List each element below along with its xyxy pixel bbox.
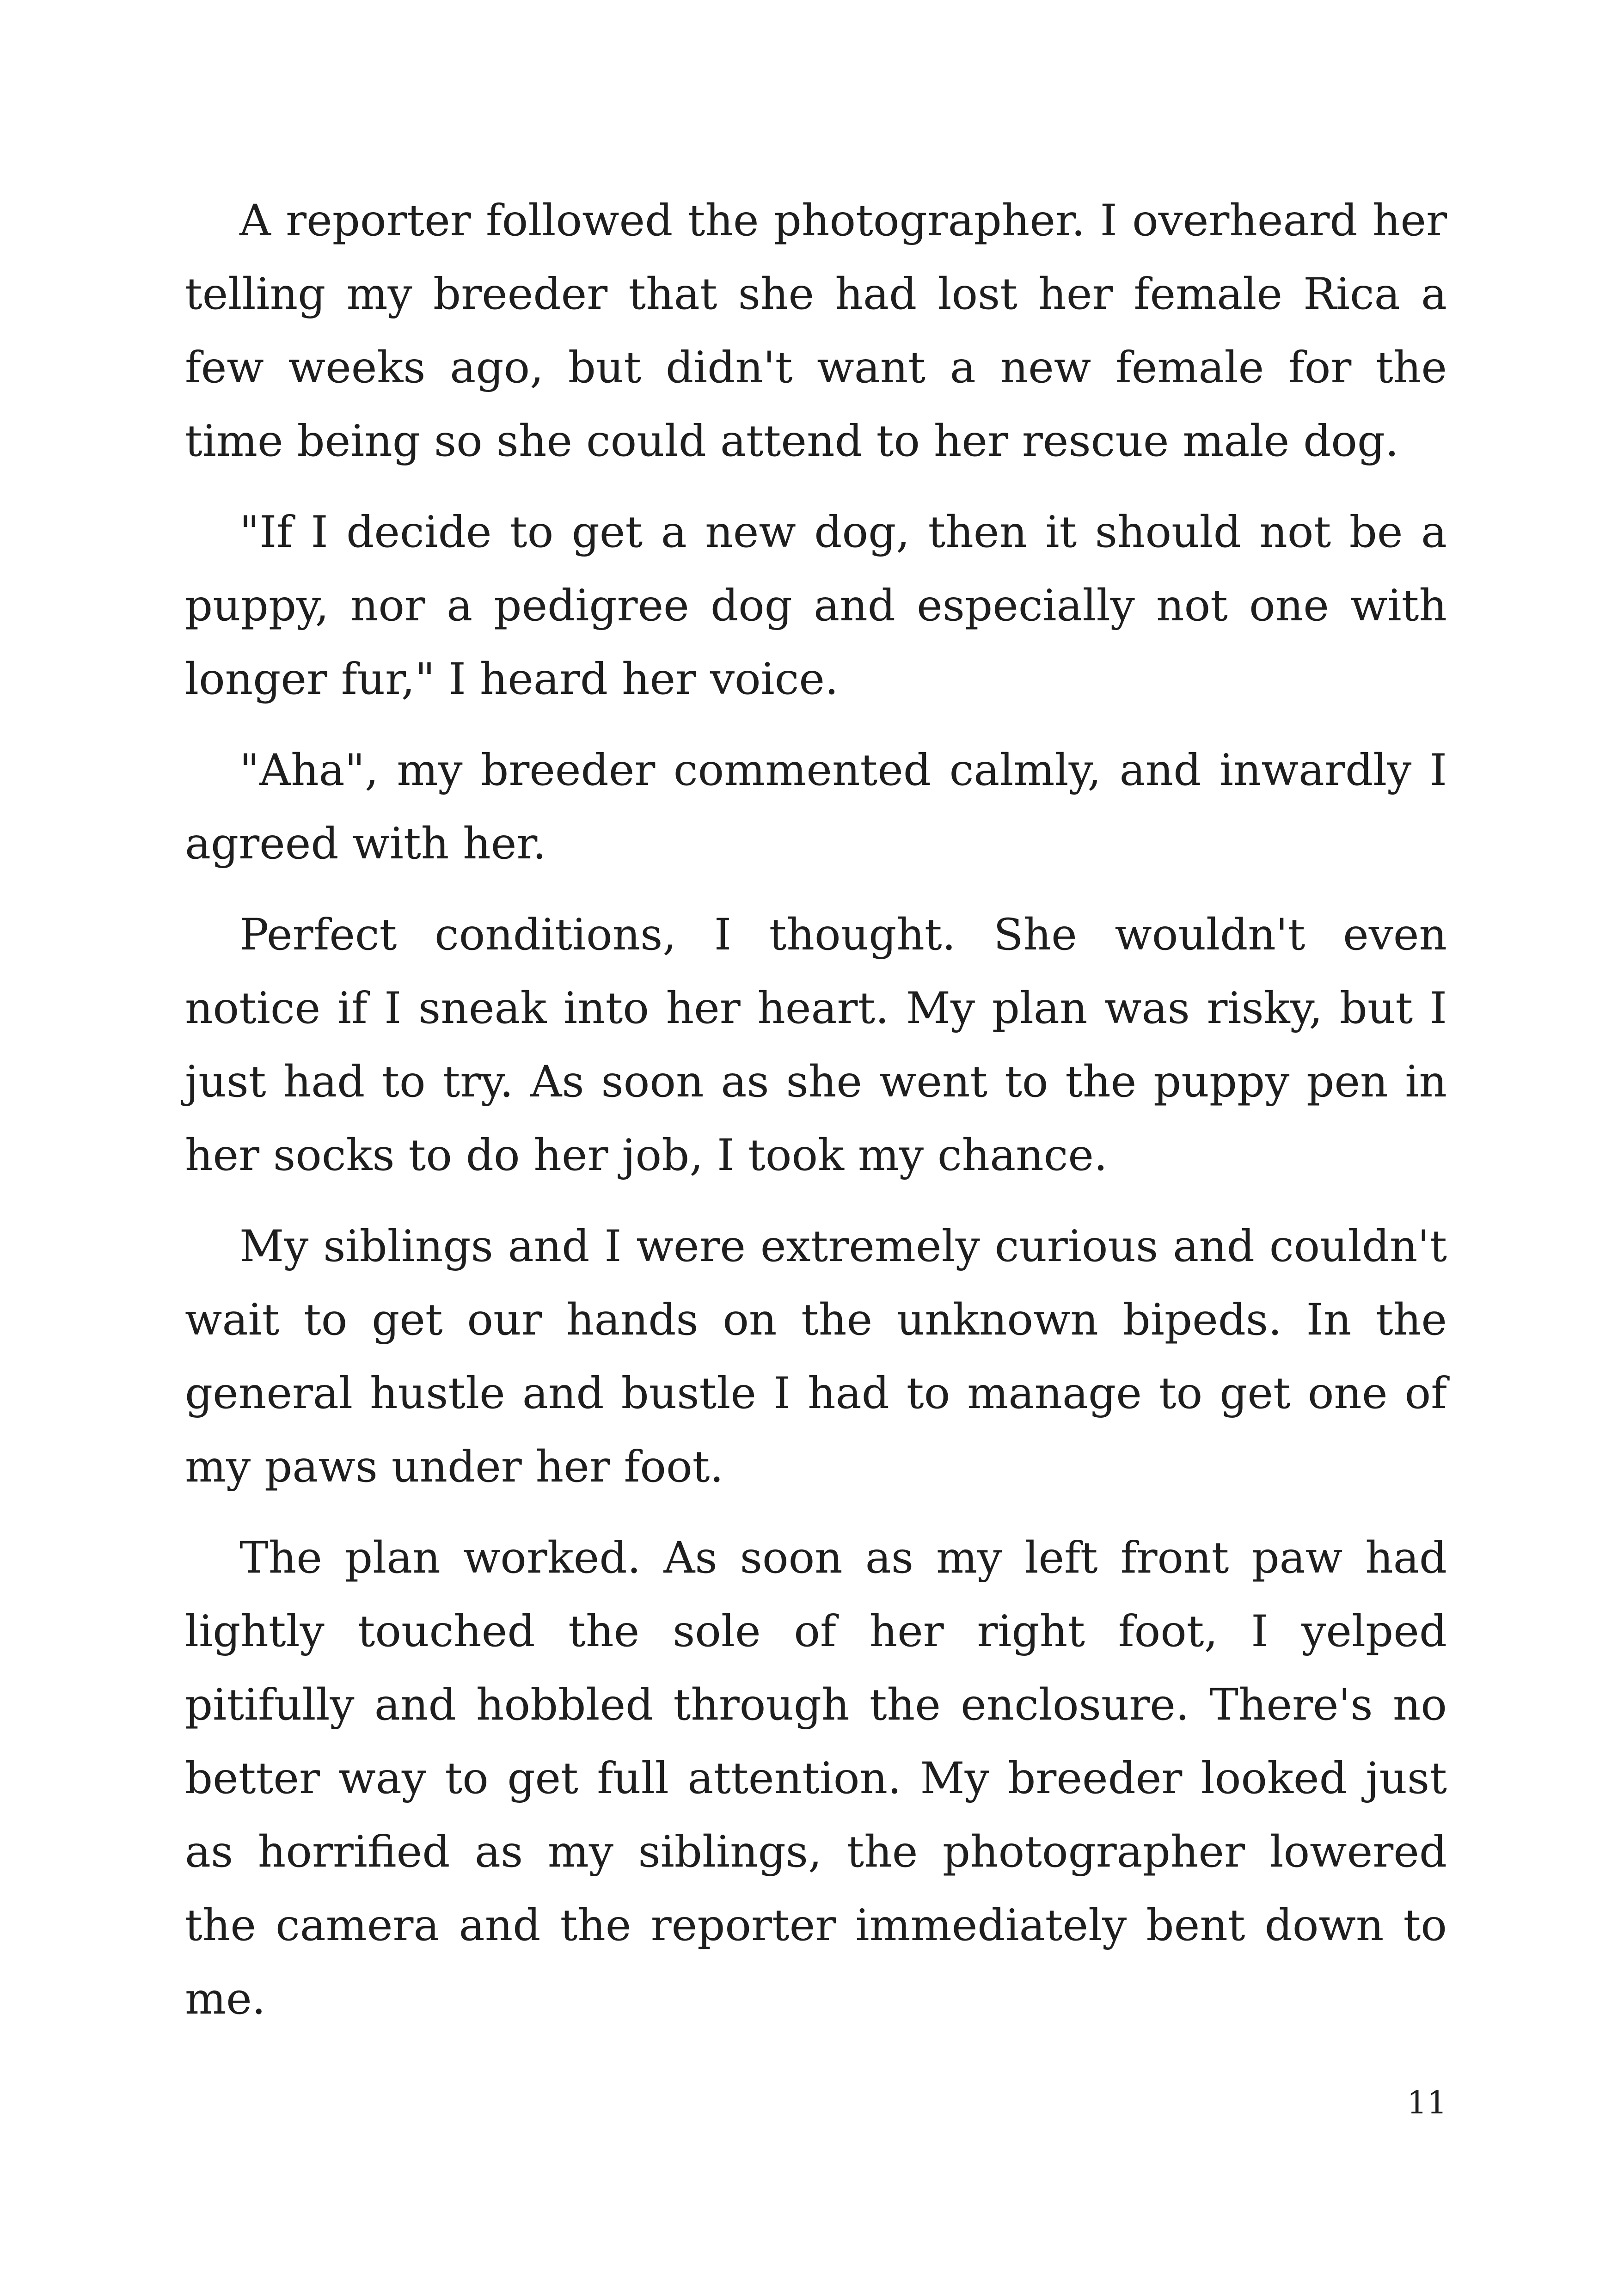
paragraph-4: Perfect conditions, I thought. She wouldn't even notice if I sneak into her heart. My plan was risky, but I just had to try. As soon as she went to the puppy pen in her socks to do her job, I took my chance. <box>185 910 1447 1181</box>
paragraph-3: "Aha", my breeder commented calmly, and inwardly I agreed with her. <box>185 745 1447 869</box>
paragraph-1: A reporter followed the photographer. I overheard her telling my breeder that she had lost her female Rica a few weeks ago, but didn't want a new female for the time being so she could attend to her rescue male dog. <box>185 196 1447 466</box>
paragraph-6: The plan worked. As soon as my left front paw had lightly touched the sole of her right foot, I yelped pitifully and hobbled through the enclosure. There's no better way to get full attention. My breeder looked just as horrified as my siblings, the photographer lowered the camera and the reporter immediately bent down to me. <box>185 1533 1447 2024</box>
paragraph-5: My siblings and I were extremely curious and couldn't wait to get our hands on the unknown bipeds. In the general hustle and bustle I had to manage to get one of my paws under her foot. <box>185 1221 1447 1492</box>
page-number: 11 <box>1407 2085 1447 2121</box>
paragraph-2: "If I decide to get a new dog, then it should not be a puppy, nor a pedigree dog and especially not one with longer fur," I heard her voice. <box>185 507 1447 704</box>
body-text <box>185 184 1447 2053</box>
